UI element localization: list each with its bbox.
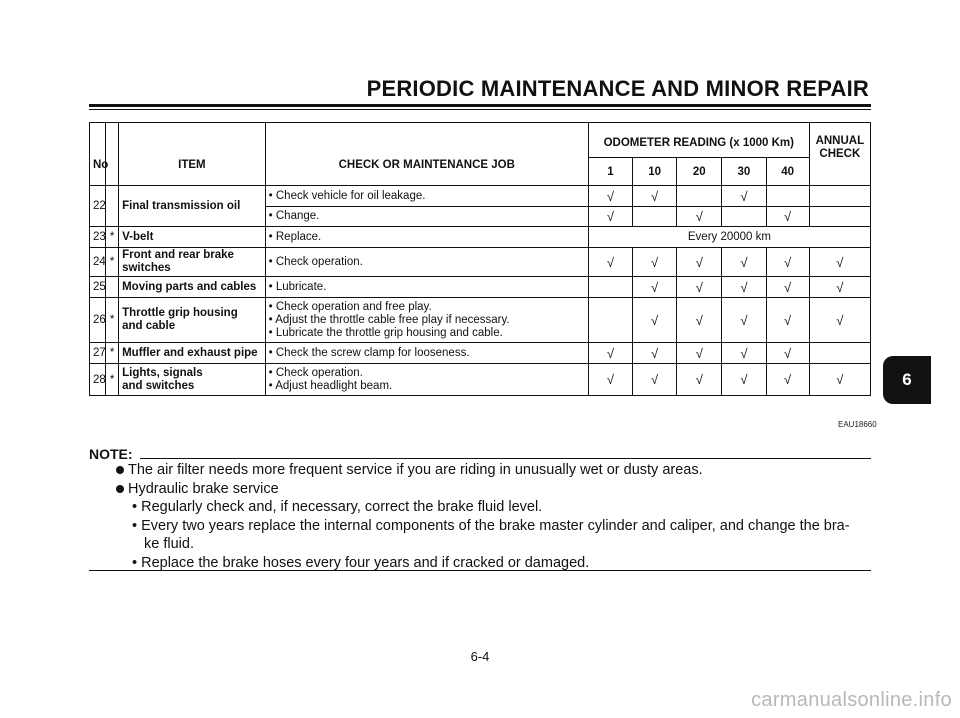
check-mark: √	[633, 298, 677, 343]
row-star: *	[106, 298, 119, 343]
page-number: 6-4	[470, 649, 490, 664]
row-number: 22	[90, 186, 106, 227]
row-star: *	[106, 343, 119, 364]
header-no: No	[90, 123, 106, 186]
title-rule-thick	[89, 104, 871, 107]
row-job	[265, 364, 588, 396]
check-mark: √	[677, 207, 722, 227]
header-odo-1: 1	[588, 158, 632, 186]
check-mark: √	[722, 343, 766, 364]
row-item: Moving parts and cables	[119, 277, 266, 298]
check-mark: √	[766, 298, 809, 343]
header-row-1	[90, 123, 871, 158]
check-mark: √	[766, 277, 809, 298]
check-mark: √	[633, 364, 677, 396]
watermark: carmanualsonline.info	[751, 689, 952, 711]
row-job: • Replace.	[265, 227, 588, 248]
row-job-line: • Check operation.	[268, 366, 363, 379]
check-mark: √	[766, 248, 809, 277]
header-odo-10: 10	[633, 158, 677, 186]
check-mark: √	[633, 343, 677, 364]
table-row	[90, 277, 871, 298]
check-mark: √	[722, 298, 766, 343]
note-label: NOTE:	[89, 446, 133, 462]
table-row	[90, 186, 871, 207]
check-mark: √	[809, 277, 870, 298]
check-mark: √	[766, 343, 809, 364]
check-mark: √	[766, 207, 809, 227]
row-number: 25	[90, 277, 106, 298]
row-number: 23	[90, 227, 106, 248]
maintenance-table	[89, 122, 871, 396]
check-mark: √	[677, 248, 722, 277]
check-mark: √	[588, 186, 632, 207]
chapter-tab: 6	[883, 356, 931, 404]
check-mark: √	[677, 343, 722, 364]
header-odo-20: 20	[677, 158, 722, 186]
check-mark: √	[677, 277, 722, 298]
row-star	[106, 277, 119, 298]
check-mark: √	[722, 248, 766, 277]
note-sub-item: • Replace the brake hoses every four years and if cracked or damaged.	[132, 554, 590, 571]
row-item-line: Front and rear brake	[122, 249, 234, 261]
reference-code: EAU18660	[838, 420, 877, 429]
row-star: *	[106, 227, 119, 248]
check-mark: √	[633, 248, 677, 277]
check-mark: √	[766, 364, 809, 396]
row-item	[119, 364, 266, 396]
note-bullet	[89, 480, 871, 499]
row-job: • Lubricate.	[265, 277, 588, 298]
check-mark: √	[588, 364, 632, 396]
header-odo-40: 40	[766, 158, 809, 186]
note-rule	[140, 458, 871, 459]
check-mark: √	[633, 186, 677, 207]
row-number: 27	[90, 343, 106, 364]
row-number: 24	[90, 248, 106, 277]
row-item: V-belt	[119, 227, 266, 248]
header-odometer: ODOMETER READING (x 1000 Km)	[588, 123, 809, 158]
header-star	[106, 123, 119, 186]
check-mark: √	[677, 364, 722, 396]
table-row	[90, 298, 871, 343]
row-job-line: • Check operation and free play.	[268, 300, 432, 313]
row-item-line: and cable	[122, 320, 176, 332]
row-item-line: Lights, signals	[122, 366, 203, 379]
header-job: CHECK OR MAINTENANCE JOB	[265, 123, 588, 186]
table-row	[90, 248, 871, 277]
row-job-line: • Adjust headlight beam.	[268, 379, 393, 392]
check-mark: √	[722, 186, 766, 207]
row-star: *	[106, 364, 119, 396]
row-item-line: and switches	[122, 379, 195, 392]
check-mark: √	[722, 277, 766, 298]
title-rule-thin	[89, 109, 871, 110]
note-bullet-text: The air filter needs more frequent service if you are riding in unusually wet or dusty areas.	[128, 462, 703, 478]
header-annual: ANNUAL CHECK	[809, 123, 870, 186]
row-job-line: • Lubricate the throttle grip housing and cable.	[268, 326, 503, 339]
check-mark: √	[809, 248, 870, 277]
note-bullet	[89, 461, 871, 480]
table-row	[90, 364, 871, 396]
note-sub-item: • Regularly check and, if necessary, correct the brake fluid level.	[132, 499, 543, 515]
row-job-line: • Adjust the throttle cable free play if necessary.	[268, 313, 510, 326]
note-sub-item-cont: ke fluid.	[144, 536, 194, 552]
check-mark: √	[677, 298, 722, 343]
row-item	[119, 298, 266, 343]
row-job: • Change.	[265, 207, 588, 227]
row-job	[265, 298, 588, 343]
note-bullet-text: Hydraulic brake service	[128, 480, 279, 497]
note-sub-item: • Every two years replace the internal components of the brake master cylinder and caliper, and change the bra-	[132, 517, 850, 534]
note-end-rule	[89, 570, 871, 571]
page-title: PERIODIC MAINTENANCE AND MINOR REPAIR	[366, 76, 869, 101]
check-mark: √	[633, 277, 677, 298]
bullet-dot-icon	[116, 466, 124, 474]
row-job: • Check vehicle for oil leakage.	[265, 186, 588, 207]
row-star: *	[106, 248, 119, 277]
row-job: • Check operation.	[265, 248, 588, 277]
row-star	[106, 186, 119, 227]
header-item: ITEM	[119, 123, 266, 186]
row-item-line: Throttle grip housing	[122, 307, 238, 319]
row-item-line: switches	[122, 262, 171, 274]
check-mark: √	[809, 298, 870, 343]
row-number: 28	[90, 364, 106, 396]
note-body	[89, 461, 871, 572]
row-item	[119, 248, 266, 277]
table-row	[90, 343, 871, 364]
interval-every-20000: Every 20000 km	[588, 227, 870, 248]
row-job: • Check the screw clamp for looseness.	[265, 343, 588, 364]
table-row	[90, 227, 871, 248]
header-odo-30: 30	[722, 158, 766, 186]
check-mark: √	[809, 364, 870, 396]
check-mark: √	[588, 343, 632, 364]
row-item: Final transmission oil	[119, 186, 266, 227]
check-mark: √	[722, 364, 766, 396]
check-mark: √	[588, 248, 632, 277]
row-number: 26	[90, 298, 106, 343]
check-mark: √	[588, 207, 632, 227]
bullet-dot-icon	[116, 485, 124, 493]
row-item: Muffler and exhaust pipe	[119, 343, 266, 364]
